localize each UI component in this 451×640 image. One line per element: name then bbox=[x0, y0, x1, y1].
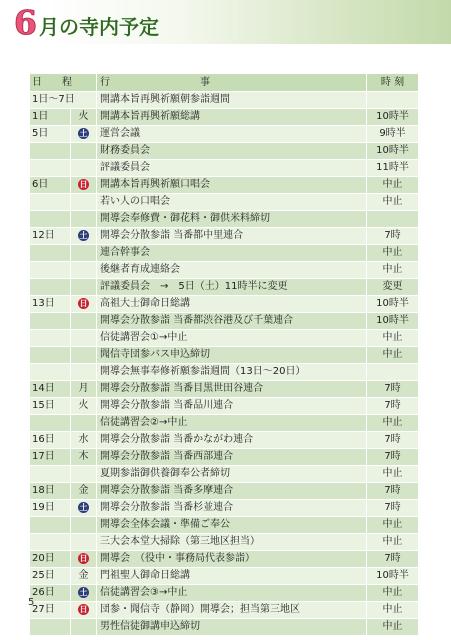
row-date: 12日 bbox=[30, 228, 71, 245]
row-time: 中止 bbox=[367, 330, 419, 347]
row-date: 6日 bbox=[30, 177, 71, 194]
weekday-label: 金 bbox=[78, 485, 89, 496]
row-weekday bbox=[71, 534, 97, 551]
row-date bbox=[30, 330, 71, 347]
weekday-label: 水 bbox=[78, 434, 89, 445]
row-event: 後継者育成連絡会 bbox=[97, 262, 367, 279]
row-event: 男性信徒御講申込締切 bbox=[97, 619, 367, 636]
row-date bbox=[30, 143, 71, 160]
row-event: 開導会分散参詣 当番西部連合 bbox=[97, 449, 367, 466]
row-event: 開講本旨再興祈願朝参詣週間 bbox=[97, 92, 367, 109]
row-weekday bbox=[71, 398, 97, 415]
weekday-label: 金 bbox=[78, 570, 89, 581]
row-weekday bbox=[71, 262, 97, 279]
table-row bbox=[30, 432, 419, 449]
table-row bbox=[30, 619, 419, 636]
row-date bbox=[30, 194, 71, 211]
table-row bbox=[30, 568, 419, 585]
table-row bbox=[30, 92, 419, 109]
row-date: 25日 bbox=[30, 568, 71, 585]
row-event: 開講本旨再興祈願口唱会 bbox=[97, 177, 367, 194]
row-time: 10時半 bbox=[367, 143, 419, 160]
row-weekday bbox=[71, 619, 97, 636]
saturday-badge: 土 bbox=[79, 502, 88, 512]
schedule-table bbox=[29, 73, 419, 636]
row-time: 11時半 bbox=[367, 160, 419, 177]
row-time: 中止 bbox=[367, 517, 419, 534]
row-time bbox=[367, 92, 419, 109]
row-date bbox=[30, 466, 71, 483]
row-time: 中止 bbox=[367, 347, 419, 364]
row-date bbox=[30, 313, 71, 330]
table-row bbox=[30, 347, 419, 364]
row-event: 連合幹事会 bbox=[97, 245, 367, 262]
row-weekday bbox=[71, 228, 97, 245]
row-weekday bbox=[71, 483, 97, 500]
table-row bbox=[30, 330, 419, 347]
row-time: 7時 bbox=[367, 500, 419, 517]
row-time: 中止 bbox=[367, 262, 419, 279]
row-date bbox=[30, 517, 71, 534]
row-time: 中止 bbox=[367, 466, 419, 483]
row-weekday bbox=[71, 415, 97, 432]
table-row bbox=[30, 585, 419, 602]
table-row bbox=[30, 602, 419, 619]
row-event: 門祖聖人御命日総講 bbox=[97, 568, 367, 585]
row-weekday bbox=[71, 364, 97, 381]
row-time: 7時 bbox=[367, 398, 419, 415]
row-weekday bbox=[71, 568, 97, 585]
table-row bbox=[30, 177, 419, 194]
row-event: 開導会無事奉修祈願参詣週間（13日～20日） bbox=[97, 364, 367, 381]
page-number: 5 bbox=[28, 597, 35, 608]
row-event: 団参・聞信寺（静岡）開導会；担当第三地区 bbox=[97, 602, 367, 619]
table-row bbox=[30, 296, 419, 313]
row-date: 18日 bbox=[30, 483, 71, 500]
row-weekday bbox=[71, 517, 97, 534]
row-event: 開導会分散参詣 当番多摩連合 bbox=[97, 483, 367, 500]
table-row bbox=[30, 449, 419, 466]
table-row bbox=[30, 415, 419, 432]
row-time: 中止 bbox=[367, 619, 419, 636]
weekday-label: 月 bbox=[78, 383, 89, 394]
row-time: 7時 bbox=[367, 483, 419, 500]
sunday-badge: 日 bbox=[79, 179, 88, 189]
row-weekday bbox=[71, 177, 97, 194]
row-event: 開導会分散参詣 当番都渋谷港及び千葉連合 bbox=[97, 313, 367, 330]
row-event: 評議委員会 → 5日（土）11時半に変更 bbox=[97, 279, 367, 296]
row-weekday bbox=[71, 330, 97, 347]
row-weekday bbox=[71, 432, 97, 449]
row-weekday bbox=[71, 296, 97, 313]
row-date: 13日 bbox=[30, 296, 71, 313]
sunday-badge: 日 bbox=[79, 604, 88, 614]
row-time: 中止 bbox=[367, 415, 419, 432]
row-date: 1日～7日 bbox=[30, 92, 97, 109]
row-weekday bbox=[71, 449, 97, 466]
row-time: 中止 bbox=[367, 534, 419, 551]
row-weekday bbox=[71, 245, 97, 262]
row-weekday bbox=[71, 143, 97, 160]
row-weekday bbox=[71, 466, 97, 483]
row-date bbox=[30, 364, 71, 381]
row-date bbox=[30, 245, 71, 262]
row-event: 若い人の口唱会 bbox=[97, 194, 367, 211]
row-date bbox=[30, 347, 71, 364]
row-date: 17日 bbox=[30, 449, 71, 466]
row-date: 1日 bbox=[30, 109, 71, 126]
row-date bbox=[30, 211, 71, 228]
table-row bbox=[30, 517, 419, 534]
row-event: 信徒講習会③→中止 bbox=[97, 585, 367, 602]
row-event: 開導会分散参詣 当番目黒世田谷連合 bbox=[97, 381, 367, 398]
table-row bbox=[30, 126, 419, 143]
row-weekday bbox=[71, 551, 97, 568]
row-date bbox=[30, 160, 71, 177]
sunday-badge: 日 bbox=[79, 298, 88, 308]
row-event: 評議委員会 bbox=[97, 160, 367, 177]
row-event: 開講本旨再興祈願総講 bbox=[97, 109, 367, 126]
row-date bbox=[30, 534, 71, 551]
title-month-number: 6 bbox=[14, 3, 37, 42]
row-date bbox=[30, 619, 71, 636]
table-row bbox=[30, 109, 419, 126]
sunday-badge: 日 bbox=[79, 553, 88, 563]
row-time bbox=[367, 364, 419, 381]
row-time: 7時 bbox=[367, 228, 419, 245]
table-row bbox=[30, 262, 419, 279]
row-time: 中止 bbox=[367, 245, 419, 262]
table-row bbox=[30, 211, 419, 228]
row-date: 5日 bbox=[30, 126, 71, 143]
header-event: 行 事 bbox=[97, 74, 367, 92]
table-row bbox=[30, 228, 419, 245]
row-event: 三大会本堂大掃除（第三地区担当） bbox=[97, 534, 367, 551]
row-event: 開導会分散参詣 当番かながわ連合 bbox=[97, 432, 367, 449]
row-weekday bbox=[71, 602, 97, 619]
weekday-label: 火 bbox=[78, 400, 89, 411]
row-event: 開導会奉修費・御花料・御供米料締切 bbox=[97, 211, 367, 228]
row-event: 信徒講習会①→中止 bbox=[97, 330, 367, 347]
row-time: 10時半 bbox=[367, 568, 419, 585]
row-time: 中止 bbox=[367, 602, 419, 619]
table-row bbox=[30, 279, 419, 296]
row-time bbox=[367, 211, 419, 228]
row-weekday bbox=[71, 126, 97, 143]
row-weekday bbox=[71, 109, 97, 126]
row-date: 27日 bbox=[30, 602, 71, 619]
row-weekday bbox=[71, 500, 97, 517]
table-row bbox=[30, 466, 419, 483]
table-row bbox=[30, 483, 419, 500]
saturday-badge: 土 bbox=[79, 587, 88, 597]
row-time: 中止 bbox=[367, 194, 419, 211]
row-event: 夏期参詣御供養御奉公者締切 bbox=[97, 466, 367, 483]
row-time: 7時 bbox=[367, 551, 419, 568]
table-row bbox=[30, 313, 419, 330]
saturday-badge: 土 bbox=[79, 230, 88, 240]
row-date: 16日 bbox=[30, 432, 71, 449]
table-row bbox=[30, 143, 419, 160]
row-time: 10時半 bbox=[367, 313, 419, 330]
row-time: 変更 bbox=[367, 279, 419, 296]
weekday-label: 木 bbox=[78, 451, 89, 462]
title-text: 月の寺内予定 bbox=[38, 15, 159, 39]
row-weekday bbox=[71, 313, 97, 330]
row-event: 開導会 （役中・事務局代表参詣） bbox=[97, 551, 367, 568]
row-event: 開導会全体会議・準備ご奉公 bbox=[97, 517, 367, 534]
row-event: 信徒講習会②→中止 bbox=[97, 415, 367, 432]
table-row bbox=[30, 194, 419, 211]
row-date: 26日 bbox=[30, 585, 71, 602]
table-row bbox=[30, 500, 419, 517]
table-row bbox=[30, 245, 419, 262]
row-date bbox=[30, 415, 71, 432]
row-time: 7時 bbox=[367, 381, 419, 398]
row-time: 10時半 bbox=[367, 296, 419, 313]
row-weekday bbox=[71, 381, 97, 398]
row-event: 開導会分散参詣 当番品川連合 bbox=[97, 398, 367, 415]
weekday-label: 火 bbox=[78, 111, 89, 122]
row-time: 7時 bbox=[367, 432, 419, 449]
row-time: 7時 bbox=[367, 449, 419, 466]
table-row bbox=[30, 398, 419, 415]
row-weekday bbox=[71, 194, 97, 211]
header-time: 時 刻 bbox=[367, 74, 419, 92]
row-weekday bbox=[71, 211, 97, 228]
row-event: 高祖大士御命日総講 bbox=[97, 296, 367, 313]
page-title bbox=[14, 3, 159, 42]
row-event: 開導会分散参詣 当番杉並連合 bbox=[97, 500, 367, 517]
row-date: 20日 bbox=[30, 551, 71, 568]
row-time: 9時半 bbox=[367, 126, 419, 143]
table-row bbox=[30, 551, 419, 568]
table-header-row bbox=[30, 74, 419, 92]
row-date bbox=[30, 262, 71, 279]
row-time: 中止 bbox=[367, 585, 419, 602]
row-weekday bbox=[71, 160, 97, 177]
table-row bbox=[30, 381, 419, 398]
table-row bbox=[30, 534, 419, 551]
row-event: 開導会分散参詣 当番都中里連合 bbox=[97, 228, 367, 245]
row-weekday bbox=[71, 347, 97, 364]
saturday-badge: 土 bbox=[79, 128, 88, 138]
row-event: 聞信寺団参バス申込締切 bbox=[97, 347, 367, 364]
table-row bbox=[30, 160, 419, 177]
row-date: 19日 bbox=[30, 500, 71, 517]
row-weekday bbox=[71, 279, 97, 296]
row-date: 15日 bbox=[30, 398, 71, 415]
row-time: 10時半 bbox=[367, 109, 419, 126]
row-event: 運営会議 bbox=[97, 126, 367, 143]
row-time: 中止 bbox=[367, 177, 419, 194]
header-date: 日 程 bbox=[30, 74, 97, 92]
row-date: 14日 bbox=[30, 381, 71, 398]
row-event: 財務委員会 bbox=[97, 143, 367, 160]
row-weekday bbox=[71, 585, 97, 602]
table-row bbox=[30, 364, 419, 381]
row-date bbox=[30, 279, 71, 296]
